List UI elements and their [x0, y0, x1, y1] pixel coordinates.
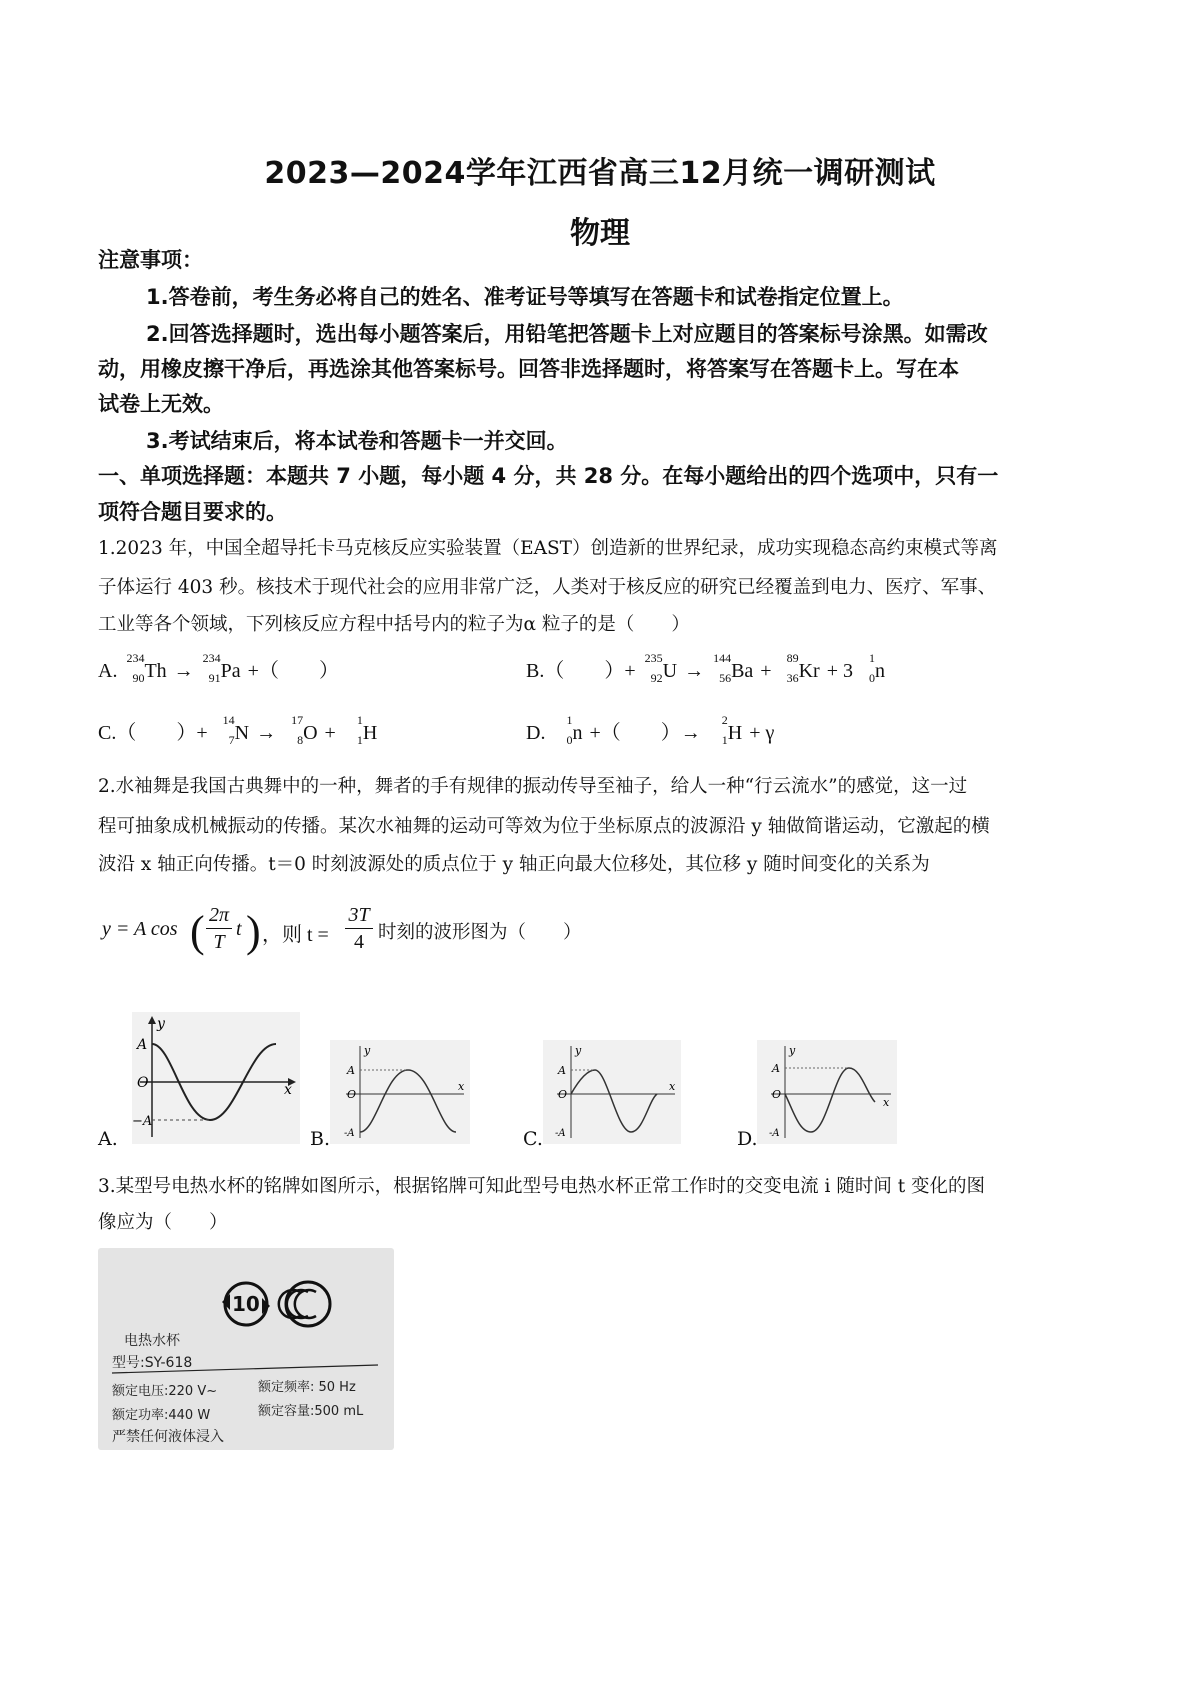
section-1-heading-line-2: 项符合题目要求的。	[98, 500, 287, 524]
q2-line-1: 2.水袖舞是我国古典舞中的一种，舞者的手有规律的振动传导至袖子，给人一种“行云流水”的感觉，这一过	[98, 776, 968, 797]
q2-graph-a	[132, 1012, 300, 1144]
q2-graph-b-o-label: O	[347, 1088, 357, 1101]
section-1-heading-line-1: 一、单项选择题：本题共 7 小题，每小题 4 分，共 28 分。在每小题给出的四个选项中，只有一	[98, 464, 999, 488]
nameplate-product-name: 电热水杯	[124, 1333, 180, 1349]
q1-line-3: 工业等各个领域，下列核反应方程中括号内的粒子为α 粒子的是（ ）	[98, 614, 690, 635]
q2-option-b: B.	[310, 1128, 331, 1150]
notice-heading: 注意事项：	[98, 248, 203, 272]
q2-line-2: 程可抽象成机械振动的传播。某次水袖舞的运动可等效为位于坐标原点的波源沿 y 轴做简谐运动，它激起的横	[98, 816, 990, 837]
exam-subject: 物理	[570, 216, 630, 251]
nameplate-power: 额定功率:440 W	[112, 1408, 211, 1423]
q1-line-1: 1.2023 年，中国全超导托卡马克核反应实验装置（EAST）创造新的世界纪录，成功实现稳态高约束模式等离	[98, 538, 998, 559]
q2-graph-a-nega-label: −A	[132, 1114, 153, 1129]
notice-item-2-line-1: 2.回答选择题时，选出每小题答案后，用铅笔把答题卡上对应题目的答案标号涂黑。如需改	[146, 322, 988, 346]
nameplate-capacity: 额定容量:500 mL	[258, 1404, 364, 1419]
q2-graph-d-a-label: A	[772, 1062, 780, 1075]
q1-option-b: B.（ ）+ 235 92 U → 144 56 Ba + 89 36 Kr + 3 1 0 n	[526, 651, 885, 685]
nameplate-model: 型号:SY-618	[112, 1355, 193, 1371]
q2-graph-d	[757, 1040, 897, 1144]
nameplate-photo	[98, 1248, 394, 1450]
nameplate-frequency: 额定频率: 50 Hz	[258, 1380, 356, 1395]
ccc-mark-icon	[286, 1282, 330, 1326]
q3-line-2: 像应为（ ）	[98, 1212, 228, 1233]
q2-graph-a-a-label: A	[137, 1037, 148, 1053]
q2-graph-c-x-label: x	[669, 1080, 676, 1093]
q1-option-a: A. 234 90 Th → 234 91 Pa +（ ）	[98, 651, 339, 685]
q2-graph-d-nega-label: -A	[769, 1128, 780, 1139]
q2-graph-a-x-label: x	[284, 1082, 292, 1098]
q2-graph-b-y-label: y	[364, 1044, 371, 1057]
q2-graph-d-y-label: y	[789, 1044, 796, 1057]
exam-title: 2023—2024学年江西省高三12月统一调研测试	[264, 156, 936, 191]
nameplate-badge-number: 10	[232, 1292, 260, 1316]
q2-graph-b-a-label: A	[347, 1064, 355, 1077]
q2-graph-c	[543, 1040, 681, 1144]
q1-option-d: D. 1 0 n +（ ）→ 2 1 H + γ	[526, 713, 775, 747]
q2-graph-c-o-label: O	[558, 1088, 568, 1101]
notice-item-2-line-2: 动，用橡皮擦干净后，再选涂其他答案标号。回答非选择题时，将答案写在答题卡上。写在本	[98, 357, 959, 381]
q2-graph-b	[330, 1040, 470, 1144]
q2-graph-c-a-label: A	[558, 1064, 566, 1077]
nameplate-warning: 严禁任何液体浸入	[112, 1429, 224, 1445]
q2-graph-b-x-label: x	[458, 1080, 465, 1093]
q2-graph-a-o-label: O	[137, 1075, 149, 1091]
notice-item-1: 1.答卷前，考生务必将自己的姓名、准考证号等填写在答题卡和试卷指定位置上。	[146, 285, 904, 309]
q2-graph-c-nega-label: -A	[555, 1128, 566, 1139]
q2-graph-b-nega-label: -A	[344, 1128, 355, 1139]
q2-option-c: C.	[523, 1128, 543, 1150]
notice-item-3: 3.考试结束后，将本试卷和答题卡一并交回。	[146, 429, 568, 453]
q1-line-2: 子体运行 403 秒。核技术于现代社会的应用非常广泛，人类对于核反应的研究已经覆盖到电力、医疗、军事、	[98, 577, 997, 598]
q2-graph-a-y-label: y	[157, 1016, 165, 1032]
q2-graph-c-y-label: y	[575, 1044, 582, 1057]
q2-option-d: D.	[737, 1128, 758, 1150]
q2-option-a: A.	[98, 1128, 118, 1150]
q1-option-c: C.（ ）+ 14 7 N → 17 8 O + 1 1 H	[98, 713, 378, 747]
nameplate-voltage: 额定电压:220 V~	[112, 1384, 218, 1399]
q2-graph-d-o-label: O	[772, 1088, 782, 1101]
q2-graph-d-x-label: x	[883, 1096, 890, 1109]
notice-item-2-line-3: 试卷上无效。	[98, 392, 224, 416]
exam-page: 2023—2024学年江西省高三12月统一调研测试 物理 注意事项： 1.答卷前，考生务必将自己的姓名、准考证号等填写在答题卡和试卷指定位置上。 2.回答选择题时，选出每小题答案后，用铅笔把答题卡上对应题目的答案标号涂黑。如需改 动，用橡皮擦干净后，再选涂其他答案标号。回答非选择题时，将答案写在答题卡上。写在本 试卷上无效。 3.考试结束后，将本试卷和答题卡一并交回。 一、单项选择题：本题共 7 小题，每小题 4 分，共 28 分。在每小题给出的四个选项中，只有一 项符合题目要求的。 1.2023 年，中国全超导托卡马克核反应实验装置（EAST）创造新的世界纪录，成功实现稳态高约束模式等离 子体运行 403 秒。核技术于现代社会的应用非常广泛，人类对于核反应的研究已经覆盖到电力、医疗、军事、 工业等各个领域，下列核反应方程中括号内的粒子为α 粒子的是（ ） A. 234 90 Th → 234 91 Pa +（ ） B.（ ）+ 235 92 U → 144 56 Ba + 89 36 Kr + 3 1 0 n C.（ ）+ 14 7 N → 17 8 O + 1 1 H D. 1 0 n +（ ）→ 2 1 H + γ 2.水袖舞是我国古典舞中的一种，舞者的手有规律的振动传导至袖子，给人一种“行云流水”的感觉，这一过 程可抽象成机械振动的传播。某次水袖舞的运动可等效为位于坐标原点的波源沿 y 轴做简谐运动，它激起的横 波沿 x 轴正向传播。t＝0 时刻波源处的质点位于 y 轴正向最大位移处，其位移 y 随时间变化的关系为 y = A cos ( 2π T t ) ，则 t = 3T 4 时刻的波形图为（ ） y x A O −A A. y x A O -A B. y x A O -A C. y x A O -A D. 3.某型号电热水杯的铭牌如图所示，根据铭牌可知此型号电热水杯正常工作时的交变电流 i 随时间 t 变化的图 像应为（ ） 10 电热水杯 型号:SY-618 额定电压:220 V~ 额定频率: 50 Hz 额定功率:440 W 额定容量:500 mL 严禁任何液体浸入	[0, 0, 1200, 1698]
q3-line-1: 3.某型号电热水杯的铭牌如图所示，根据铭牌可知此型号电热水杯正常工作时的交变电流 i 随时间 t 变化的图	[98, 1176, 986, 1197]
q2-line-3: 波沿 x 轴正向传播。t＝0 时刻波源处的质点位于 y 轴正向最大位移处，其位移 y 随时间变化的关系为	[98, 854, 930, 875]
